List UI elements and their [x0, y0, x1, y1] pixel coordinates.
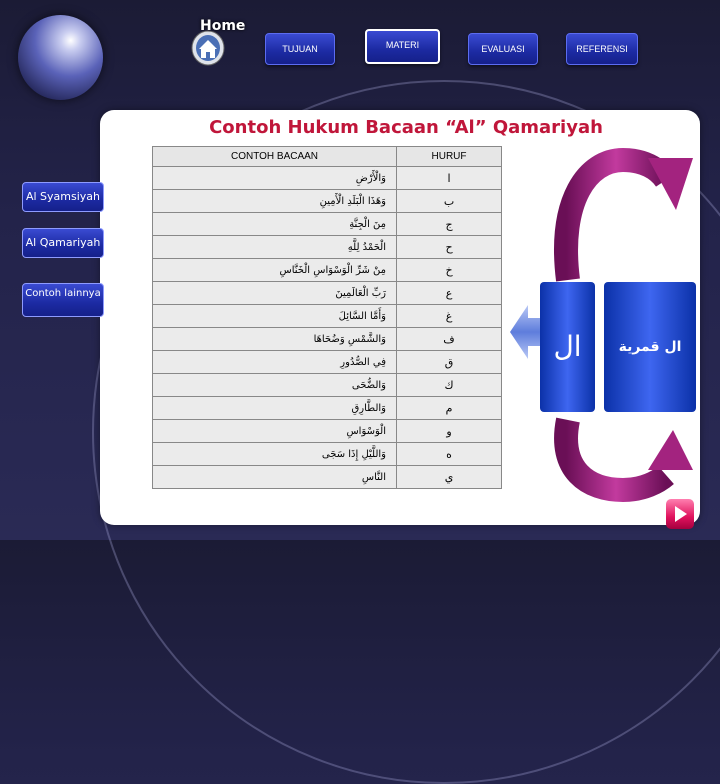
letter-cell: ف — [397, 328, 502, 351]
letter-cell: خ — [397, 259, 502, 282]
letter-cell: ح — [397, 236, 502, 259]
table-row — [153, 443, 502, 466]
example-cell: الْحَمْدُ لِلَّهِ — [153, 236, 397, 259]
example-cell: وَالشَّمْسِ وَضُحَاهَا — [153, 328, 397, 351]
table-row — [153, 167, 502, 190]
back-label: Back — [636, 508, 659, 519]
al-label-box: ال — [540, 282, 595, 412]
decorative-sphere — [18, 15, 103, 100]
sidebar-item-contoh-lainnya[interactable] — [22, 283, 104, 317]
example-cell: الْوَسْوَاسِ — [153, 420, 397, 443]
sidebar-item-al-qamariyah[interactable]: Al Qamariyah — [22, 228, 104, 258]
table-row — [153, 397, 502, 420]
example-cell: رَبِّ الْعَالَمِينَ — [153, 282, 397, 305]
letter-cell: غ — [397, 305, 502, 328]
back-button[interactable] — [666, 499, 694, 529]
column-header-contoh: CONTOH BACAAN — [153, 147, 397, 167]
letter-cell: ك — [397, 374, 502, 397]
table-header-row — [153, 147, 502, 167]
examples-table — [152, 146, 502, 489]
column-header-huruf: HURUF — [397, 147, 502, 167]
play-arrow-icon — [666, 499, 694, 529]
table-row — [153, 305, 502, 328]
table-row — [153, 328, 502, 351]
sidebar-item-label: Contoh lainnya — [25, 288, 101, 299]
letter-cell: ي — [397, 466, 502, 489]
table-row — [153, 420, 502, 443]
letter-cell: ج — [397, 213, 502, 236]
letter-cell: م — [397, 397, 502, 420]
table-row — [153, 466, 502, 489]
letter-cell: ه — [397, 443, 502, 466]
example-cell: مِنْ شَرِّ الْوَسْوَاسِ الْخَنَّاسِ — [153, 259, 397, 282]
nav-materi-button[interactable]: MATERI — [365, 29, 440, 64]
example-cell: وَالطَّارِقِ — [153, 397, 397, 420]
example-cell: وَالْأَرْضِ — [153, 167, 397, 190]
examples-table-body — [153, 167, 502, 489]
example-cell: وَاللَّيْلِ إِذَا سَجَى — [153, 443, 397, 466]
home-label: Home — [200, 18, 246, 34]
nav-evaluasi-button[interactable]: EVALUASI — [468, 33, 538, 65]
example-cell: وَهَذَا الْبَلَدِ الْأَمِينِ — [153, 190, 397, 213]
letter-cell: و — [397, 420, 502, 443]
example-cell: وَأَمَّا السَّائِلَ — [153, 305, 397, 328]
letter-cell: ا — [397, 167, 502, 190]
table-row — [153, 282, 502, 305]
nav-tujuan-button[interactable]: TUJUAN — [265, 33, 335, 65]
nav-referensi-button[interactable]: REFERENSI — [566, 33, 638, 65]
table-row — [153, 374, 502, 397]
table-row — [153, 236, 502, 259]
example-cell: النَّاسِ — [153, 466, 397, 489]
letter-cell: ق — [397, 351, 502, 374]
page-title: Contoh Hukum Bacaan “Al” Qamariyah — [209, 117, 603, 138]
letter-cell: ب — [397, 190, 502, 213]
table-row — [153, 213, 502, 236]
sidebar-item-al-syamsiyah[interactable]: Al Syamsiyah — [22, 182, 104, 212]
example-cell: مِنَ الْجِنَّةِ — [153, 213, 397, 236]
table-row — [153, 259, 502, 282]
example-cell: فِي الصُّدُورِ — [153, 351, 397, 374]
table-row — [153, 190, 502, 213]
table-row — [153, 351, 502, 374]
letter-cell: ع — [397, 282, 502, 305]
example-cell: وَالضُّحَى — [153, 374, 397, 397]
al-qamariyah-label-box: ال قمرية — [604, 282, 696, 412]
